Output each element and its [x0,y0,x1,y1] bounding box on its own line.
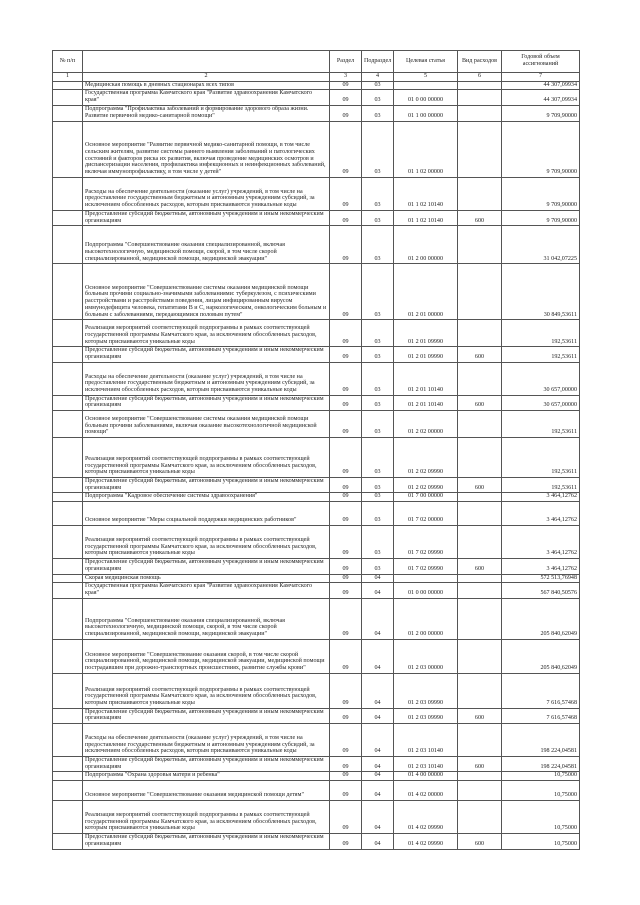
row-vr: 600 [458,395,502,410]
row-no [53,121,83,177]
table-row [53,801,580,834]
index-1: 1 [53,73,83,82]
row-no [53,478,83,493]
row-csr: 01 2 02 09990 [394,438,458,478]
header-podrazdel: Подраздел [362,51,394,73]
row-vr [458,781,502,801]
row-csr: 01 7 02 00000 [394,502,458,526]
row-podrazdel: 03 [362,264,394,320]
row-no [53,493,83,502]
row-podrazdel: 04 [362,801,394,834]
row-no [53,347,83,362]
row-no [53,177,83,210]
row-csr: 01 2 03 09990 [394,673,458,708]
table-row [53,583,580,598]
row-razdel: 09 [330,362,362,395]
row-razdel: 09 [330,639,362,673]
header-csr: Целевая статья [394,51,458,73]
row-name: Реализация мероприятий соответствующей подпрограммы в рамках соответствующей государственной программы Камчатского края, за исключением обособленных расходов, которым присваиваются уникальные коды [83,801,330,834]
table-row [53,90,580,105]
row-vr: 600 [458,559,502,574]
table-row [53,347,580,362]
row-razdel: 09 [330,724,362,757]
row-sum: 10,75000 [502,781,580,801]
table-row [53,493,580,502]
row-no [53,639,83,673]
row-csr: 01 2 01 10140 [394,395,458,410]
row-podrazdel: 03 [362,105,394,121]
row-vr [458,526,502,559]
row-vr [458,226,502,264]
row-vr [458,438,502,478]
row-razdel: 09 [330,264,362,320]
index-6: 6 [458,73,502,82]
row-razdel: 09 [330,226,362,264]
row-no [53,264,83,320]
row-name: Основное мероприятие "Совершенствование оказания медицинской помощи детям" [83,781,330,801]
row-name: Предоставление субсидий бюджетным, автономным учреждениям и иным некоммерческим организациям [83,347,330,362]
row-podrazdel: 04 [362,639,394,673]
row-sum: 30 849,53611 [502,264,580,320]
table-row [53,772,580,781]
table-row [53,438,580,478]
row-podrazdel: 03 [362,210,394,225]
row-sum: 10,75000 [502,772,580,781]
row-razdel: 09 [330,598,362,639]
table-row [53,834,580,849]
header-sum: Годовой объем ассигнований [502,51,580,73]
row-no [53,395,83,410]
table-row [53,210,580,225]
row-sum: 44 307,09934 [502,90,580,105]
row-no [53,724,83,757]
row-razdel: 09 [330,772,362,781]
row-razdel: 09 [330,502,362,526]
row-sum: 205 840,62049 [502,598,580,639]
row-podrazdel: 03 [362,502,394,526]
row-name: Предоставление субсидий бюджетным, автономным учреждениям и иным некоммерческим организациям [83,478,330,493]
row-csr: 01 0 00 00000 [394,90,458,105]
row-razdel: 09 [330,105,362,121]
row-podrazdel: 03 [362,438,394,478]
row-vr [458,639,502,673]
row-podrazdel: 03 [362,526,394,559]
row-no [53,598,83,639]
row-podrazdel: 04 [362,772,394,781]
row-csr [394,81,458,90]
row-no [53,526,83,559]
row-no [53,81,83,90]
row-name: Основное мероприятие "Развитие первичной медико-санитарной помощи, в том числе сельским жителям, развитие системы раннего выявления заболеваний и патологических состояний и факторов риска их развития, включая проведение медицинских осмотров и диспансеризации населения, профилактика инфекционных и неинфекционных заболеваний, включая иммунопрофилактику, в том числе у детей" [83,121,330,177]
row-csr: 01 2 01 00000 [394,264,458,320]
table-row [53,81,580,90]
row-csr: 01 1 02 10140 [394,210,458,225]
table-row [53,395,580,410]
budget-table-sheet [52,50,579,850]
row-vr [458,583,502,598]
row-name: Подпрограмма "Профилактика заболеваний и формирование здорового образа жизни. Развитие первичной медико-санитарной помощи" [83,105,330,121]
row-razdel: 09 [330,757,362,772]
row-sum: 192,53611 [502,411,580,438]
row-name: Основное мероприятие "Совершенствование оказания скорой, в том числе скорой специализированной, медицинской помощи, медицинской эвакуации, медицинской помощи пострадавшим при дорожно-транспортных происшествиях, развитие службы крови" [83,639,330,673]
row-vr: 600 [458,478,502,493]
row-podrazdel: 03 [362,411,394,438]
row-csr: 01 7 00 00000 [394,493,458,502]
row-csr: 01 0 00 00000 [394,583,458,598]
index-row [53,73,580,82]
row-no [53,411,83,438]
row-sum: 3 464,12762 [502,493,580,502]
row-podrazdel: 03 [362,347,394,362]
row-podrazdel: 04 [362,834,394,849]
row-podrazdel: 03 [362,478,394,493]
row-razdel: 09 [330,411,362,438]
row-podrazdel: 03 [362,320,394,347]
row-sum: 10,75000 [502,801,580,834]
row-name: Расходы на обеспечение деятельности (оказание услуг) учреждений, в том числе на предоставление государственным бюджетным и автономным учреждениям субсидий, за исключением обособленных расходов, которым присваиваются уникальные коды [83,362,330,395]
row-vr: 600 [458,757,502,772]
row-csr: 01 1 02 00000 [394,121,458,177]
row-sum: 205 840,62049 [502,639,580,673]
row-name: Основное мероприятие "Совершенствование системы оказания медицинской помощи больным прочими заболеваниями, включая оказание высокотехнологичной медицинской помощи" [83,411,330,438]
row-csr: 01 2 03 10140 [394,724,458,757]
header-vr: Вид расходов [458,51,502,73]
table-row [53,574,580,583]
row-name: Реализация мероприятий соответствующей подпрограммы в рамках соответствующей государственной программы Камчатского края, за исключением обособленных расходов, которым присваиваются уникальные коды [83,673,330,708]
table-row [53,411,580,438]
row-podrazdel: 04 [362,583,394,598]
row-csr: 01 2 03 10140 [394,757,458,772]
row-sum: 572 513,76948 [502,574,580,583]
row-name: Реализация мероприятий соответствующей подпрограммы в рамках соответствующей государственной программы Камчатского края, за исключением обособленных расходов, которым присваиваются уникальные коды [83,320,330,347]
table-row [53,105,580,121]
row-sum: 9 709,90000 [502,105,580,121]
row-no [53,320,83,347]
row-razdel: 09 [330,90,362,105]
table-row [53,177,580,210]
row-vr [458,724,502,757]
row-no [53,781,83,801]
row-vr [458,801,502,834]
table-row [53,320,580,347]
table-row [53,478,580,493]
row-podrazdel: 03 [362,493,394,502]
row-csr: 01 4 02 09990 [394,834,458,849]
table-row [53,559,580,574]
row-vr [458,673,502,708]
row-name: Подпрограмма "Совершенствование оказания специализированной, включая высокотехнологичную, медицинской помощи, скорой, в том числе скорой специализированной, медицинской помощи, медицинской эвакуации" [83,226,330,264]
row-vr [458,493,502,502]
table-row [53,708,580,723]
row-name: Предоставление субсидий бюджетным, автономным учреждениям и иным некоммерческим организациям [83,708,330,723]
header-name [83,51,330,73]
row-csr: 01 2 00 00000 [394,226,458,264]
table-row [53,526,580,559]
row-razdel: 09 [330,478,362,493]
row-name: Предоставление субсидий бюджетным, автономным учреждениям и иным некоммерческим организациям [83,559,330,574]
row-podrazdel: 03 [362,121,394,177]
row-sum: 30 657,00000 [502,362,580,395]
row-name: Подпрограмма "Совершенствование оказания специализированной, включая высокотехнологичную, медицинской помощи, скорой, в том числе скорой специализированной, медицинской помощи, медицинской эвакуации" [83,598,330,639]
row-name: Государственная программа Камчатского края "Развитие здравоохранения Камчатского края" [83,583,330,598]
row-sum: 192,53611 [502,347,580,362]
row-csr: 01 2 03 09990 [394,708,458,723]
header-razdel: Раздел [330,51,362,73]
table-row [53,781,580,801]
row-no [53,583,83,598]
row-sum: 192,53611 [502,478,580,493]
row-no [53,834,83,849]
row-no [53,438,83,478]
row-sum: 9 709,90000 [502,177,580,210]
row-razdel: 09 [330,801,362,834]
row-sum: 198 224,04581 [502,724,580,757]
table-row [53,639,580,673]
index-3: 3 [330,73,362,82]
row-sum: 44 307,09934 [502,81,580,90]
row-podrazdel: 04 [362,598,394,639]
row-name: Расходы на обеспечение деятельности (оказание услуг) учреждений, в том числе на предоставление государственным бюджетным и автономным учреждениям субсидий, за исключением обособленных расходов, которым присваиваются уникальные коды [83,724,330,757]
row-name: Предоставление субсидий бюджетным, автономным учреждениям и иным некоммерческим организациям [83,757,330,772]
table-row [53,673,580,708]
row-sum: 3 464,12762 [502,502,580,526]
row-podrazdel: 04 [362,724,394,757]
header-row [53,51,580,73]
row-razdel: 09 [330,583,362,598]
table-row [53,226,580,264]
row-razdel: 09 [330,210,362,225]
row-sum: 31 042,07225 [502,226,580,264]
row-csr: 01 4 02 00000 [394,781,458,801]
row-csr: 01 7 02 09990 [394,559,458,574]
row-razdel: 09 [330,559,362,574]
row-vr [458,177,502,210]
row-name: Основное мероприятие "Совершенствование системы оказания медицинской помощи больным прочими социально-значимыми заболеваниями: туберкулезом, с психическими расстройствами и расстройствами поведения, лицам инфицированным вирусом иммунодефицита человека, гепатитами В и С, наркологическим, онкологическим больным и больным с заболеваниями, передающимися половым путем" [83,264,330,320]
row-razdel: 09 [330,574,362,583]
row-sum: 30 657,00000 [502,395,580,410]
row-vr [458,121,502,177]
table-row [53,121,580,177]
row-sum: 192,53611 [502,438,580,478]
table-row [53,598,580,639]
row-csr: 01 1 02 10140 [394,177,458,210]
row-vr: 600 [458,210,502,225]
row-no [53,772,83,781]
row-razdel: 09 [330,395,362,410]
row-podrazdel: 04 [362,673,394,708]
row-podrazdel: 04 [362,574,394,583]
row-razdel: 09 [330,781,362,801]
row-sum: 9 709,90000 [502,210,580,225]
row-name: Предоставление субсидий бюджетным, автономным учреждениям и иным некоммерческим организациям [83,210,330,225]
row-razdel: 09 [330,673,362,708]
table-body [53,81,580,849]
row-csr: 01 2 01 09990 [394,320,458,347]
row-no [53,90,83,105]
row-vr: 600 [458,347,502,362]
row-name: Скорая медицинская помощь [83,574,330,583]
row-sum: 3 464,12762 [502,559,580,574]
row-razdel: 09 [330,834,362,849]
index-2: 2 [83,73,330,82]
row-vr: 600 [458,834,502,849]
row-name: Медицинская помощь в дневных стационарах всех типов [83,81,330,90]
row-no [53,226,83,264]
row-csr: 01 2 02 00000 [394,411,458,438]
index-5: 5 [394,73,458,82]
row-name: Предоставление субсидий бюджетным, автономным учреждениям и иным некоммерческим организациям [83,834,330,849]
row-podrazdel: 04 [362,757,394,772]
row-name: Государственная программа Камчатского края "Развитие здравоохранения Камчатского края" [83,90,330,105]
row-csr: 01 2 00 00000 [394,598,458,639]
row-sum: 9 709,90000 [502,121,580,177]
row-sum: 198 224,04581 [502,757,580,772]
row-name: Реализация мероприятий соответствующей подпрограммы в рамках соответствующей государственной программы Камчатского края, за исключением обособленных расходов, которым присваиваются уникальные коды [83,438,330,478]
budget-table [52,50,580,850]
row-vr [458,105,502,121]
row-vr [458,90,502,105]
row-no [53,574,83,583]
row-no [53,105,83,121]
row-vr [458,320,502,347]
row-name: Расходы на обеспечение деятельности (оказание услуг) учреждений, в том числе на предоставление государственным бюджетным и автономным учреждениям субсидий, за исключением обособленных расходов, которым присваиваются уникальные коды [83,177,330,210]
row-vr [458,772,502,781]
table-row [53,757,580,772]
row-no [53,362,83,395]
row-csr: 01 1 00 00000 [394,105,458,121]
row-csr: 01 2 03 00000 [394,639,458,673]
row-csr: 01 2 02 09990 [394,478,458,493]
table-row [53,502,580,526]
row-podrazdel: 03 [362,559,394,574]
row-sum: 10,75000 [502,834,580,849]
row-no [53,757,83,772]
row-vr [458,411,502,438]
row-razdel: 09 [330,347,362,362]
row-podrazdel: 03 [362,90,394,105]
row-csr: 01 2 01 09990 [394,347,458,362]
row-razdel: 09 [330,438,362,478]
header-no: № п/п [53,51,83,73]
row-podrazdel: 04 [362,781,394,801]
row-podrazdel: 03 [362,177,394,210]
row-name: Основное мероприятие "Меры социальной поддержки медицинских работников" [83,502,330,526]
table-row [53,724,580,757]
row-sum: 7 616,57468 [502,673,580,708]
row-vr [458,598,502,639]
row-vr [458,502,502,526]
row-vr [458,264,502,320]
row-sum: 7 616,57468 [502,708,580,723]
row-csr: 01 7 02 09990 [394,526,458,559]
row-razdel: 09 [330,177,362,210]
row-no [53,708,83,723]
row-vr [458,362,502,395]
row-razdel: 09 [330,121,362,177]
row-sum: 192,53611 [502,320,580,347]
row-name: Реализация мероприятий соответствующей подпрограммы в рамках соответствующей государственной программы Камчатского края, за исключением обособленных расходов, которым присваиваются уникальные коды [83,526,330,559]
row-csr: 01 4 00 00000 [394,772,458,781]
index-4: 4 [362,73,394,82]
row-razdel: 09 [330,493,362,502]
row-vr [458,574,502,583]
row-no [53,559,83,574]
row-no [53,210,83,225]
row-name: Предоставление субсидий бюджетным, автономным учреждениям и иным некоммерческим организациям [83,395,330,410]
row-no [53,801,83,834]
row-name: Подпрограмма "Охрана здоровья матери и ребенка" [83,772,330,781]
table-row [53,264,580,320]
row-no [53,502,83,526]
row-csr: 01 2 01 10140 [394,362,458,395]
table-row [53,362,580,395]
index-7: 7 [502,73,580,82]
row-razdel: 09 [330,320,362,347]
row-podrazdel: 03 [362,81,394,90]
row-razdel: 09 [330,526,362,559]
row-vr [458,81,502,90]
row-vr: 600 [458,708,502,723]
row-sum: 567 840,50576 [502,583,580,598]
row-razdel: 09 [330,708,362,723]
row-podrazdel: 03 [362,226,394,264]
row-csr [394,574,458,583]
row-podrazdel: 03 [362,362,394,395]
row-razdel: 09 [330,81,362,90]
row-no [53,673,83,708]
row-sum: 3 464,12762 [502,526,580,559]
row-name: Подпрограмма "Кадровое обеспечение системы здравоохранения" [83,493,330,502]
row-podrazdel: 04 [362,708,394,723]
row-csr: 01 4 02 09990 [394,801,458,834]
row-podrazdel: 03 [362,395,394,410]
